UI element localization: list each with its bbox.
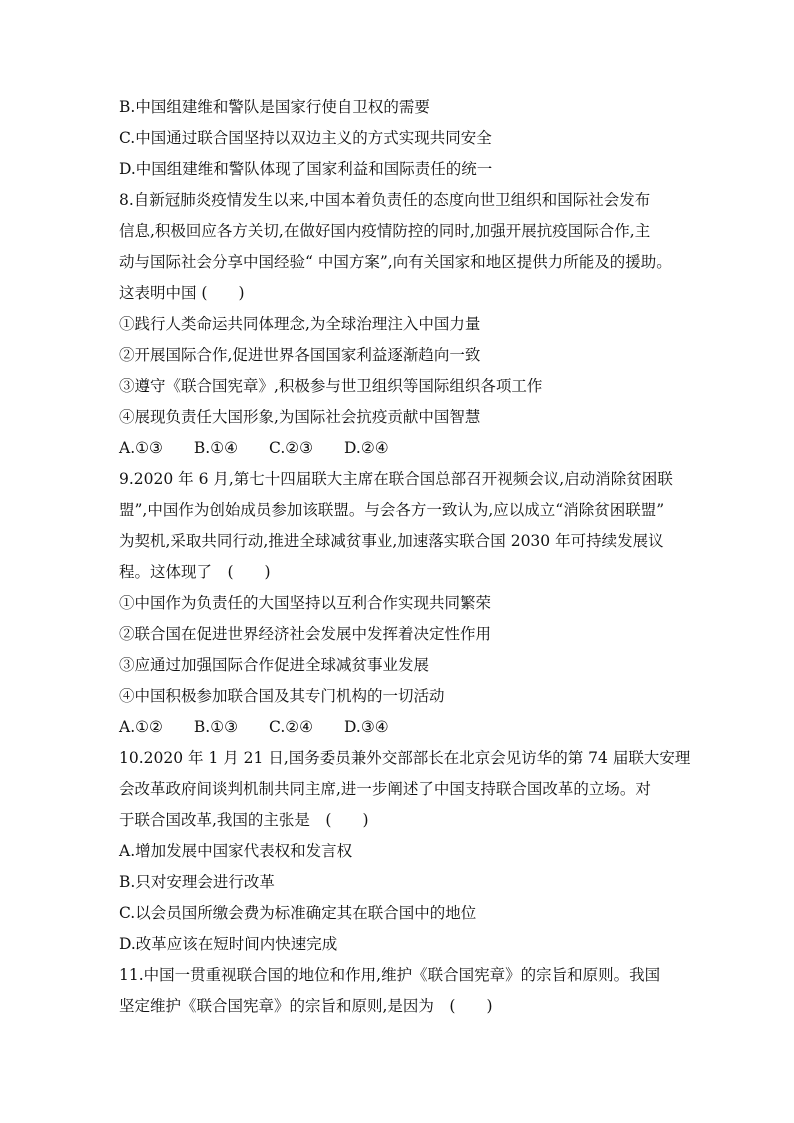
question-8-line-4: 这表明中国 ( )	[119, 284, 245, 302]
question-8-line-2: 信息,积极回应各方关切,在做好国内疫情防控的同时,加强开展抗疫国际合作,主	[119, 222, 651, 240]
statement-8-2: ②开展国际合作,促进世界各国国家利益逐渐趋向一致	[119, 346, 481, 364]
statement-8-4: ④展现负责任大国形象,为国际社会抗疫贡献中国智慧	[119, 408, 481, 426]
question-9-line-3: 为契机,采取共同行动,推进全球减贫事业,加速落实联合国 2030 年可持续发展议	[119, 532, 664, 550]
statement-9-2: ②联合国在促进世界经济社会发展中发挥着决定性作用	[119, 625, 492, 643]
question-9-line-4: 程。这体现了 ( )	[119, 563, 271, 581]
question-9-line-2: 盟”,中国作为创始成员参加该联盟。与会各方一致认为,应以成立“消除贫困联盟”	[119, 501, 665, 519]
option-10d: D.改革应该在短时间内快速完成	[119, 935, 338, 953]
option-10b: B.只对安理会进行改革	[119, 873, 275, 891]
option-7b: B.中国组建维和警队是国家行使自卫权的需要	[119, 98, 430, 116]
statement-9-4: ④中国积极参加联合国及其专门机构的一切活动	[119, 687, 445, 705]
option-10c: C.以会员国所缴会费为标准确定其在联合国中的地位	[119, 904, 477, 922]
question-11-line-2: 坚定维护《联合国宪章》的宗旨和原则,是因为 ( )	[119, 997, 493, 1015]
question-10-line-2: 会改革政府间谈判机制共同主席,进一步阐述了中国支持联合国改革的立场。对	[119, 780, 651, 798]
statement-9-1: ①中国作为负责任的大国坚持以互利合作实现共同繁荣	[119, 594, 492, 612]
statement-9-3: ③应通过加强国际合作促进全球减贫事业发展	[119, 656, 430, 674]
option-7c: C.中国通过联合国坚持以双边主义的方式实现共同安全	[119, 129, 492, 147]
document-page	[119, 92, 691, 1022]
question-8-line-3: 动与国际社会分享中国经验“ 中国方案”,向有关国家和地区提供力所能及的援助。	[119, 253, 672, 271]
options-8: A.①③ B.①④ C.②③ D.②④	[119, 439, 389, 457]
question-11-line-1: 11.中国一贯重视联合国的地位和作用,维护《联合国宪章》的宗旨和原则。我国	[119, 966, 661, 984]
question-10-line-3: 于联合国改革,我国的主张是 ( )	[119, 811, 369, 829]
statement-8-1: ①践行人类命运共同体理念,为全球治理注入中国力量	[119, 315, 481, 333]
question-8-line-1: 8.自新冠肺炎疫情发生以来,中国本着负责任的态度向世卫组织和国际社会发布	[119, 191, 651, 209]
option-10a: A.增加发展中国家代表权和发言权	[119, 842, 353, 860]
question-10-line-1: 10.2020 年 1 月 21 日,国务委员兼外交部部长在北京会见访华的第 74 届联大安理	[119, 749, 691, 767]
option-7d: D.中国组建维和警队体现了国家利益和国际责任的统一	[119, 160, 493, 178]
statement-8-3: ③遵守《联合国宪章》,积极参与世卫组织等国际组织各项工作	[119, 377, 543, 395]
options-9: A.①② B.①③ C.②④ D.③④	[119, 718, 389, 736]
question-9-line-1: 9.2020 年 6 月,第七十四届联大主席在联合国总部召开视频会议,启动消除贫困联	[119, 470, 673, 488]
